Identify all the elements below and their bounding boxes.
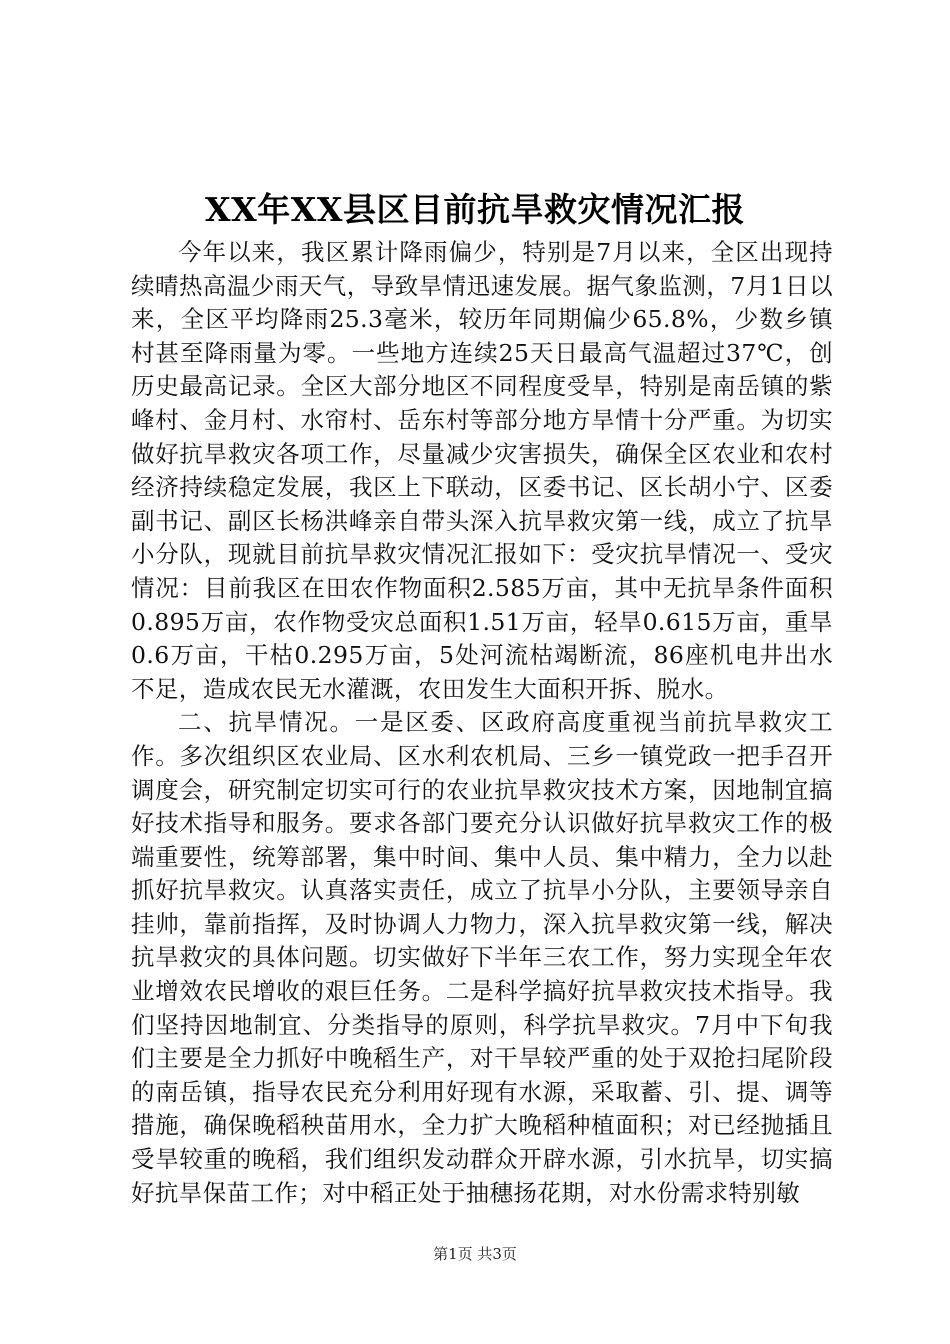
document-title: XX年XX县区目前抗旱救灾情况汇报: [205, 190, 745, 229]
document-body: [131, 236, 833, 1210]
page-footer: 第1页 共3页: [433, 1245, 517, 1263]
paragraph-2: 二、抗旱情况。一是区委、区政府高度重视当前抗旱救灾工作。多次组织区农业局、区水利农机局、三乡一镇党政一把手召开调度会，研究制定切实可行的农业抗旱救灾技术方案，因地制宜搞好技术指导和服务。要求各部门要充分认识做好抗旱救灾工作的极端重要性，统筹部署，集中时间、集中人员、集中精力，全力以赴抓好抗旱救灾。认真落实责任，成立了抗旱小分队，主要领导亲自挂帅，靠前指挥，及时协调人力物力，深入抗旱救灾第一线，解决抗旱救灾的具体问题。切实做好下半年三农工作，努力实现全年农业增效农民增收的艰巨任务。二是科学搞好抗旱救灾技术指导。我们坚持因地制宜、分类指导的原则，科学抗旱救灾。7月中下旬我们主要是全力抓好中晚稻生产，对干旱较严重的处于双抢扫尾阶段的南岳镇，指导农民充分利用好现有水源，采取蓄、引、提、调等措施，确保晚稻秧苗用水，全力扩大晚稻种植面积；对已经抛插且受旱较重的晚稻，我们组织发动群众开辟水源，引水抗旱，切实搞好抗旱保苗工作；对中稻正处于抽穗扬花期，对水份需求特别敏: [131, 708, 833, 1207]
paragraph-1: 今年以来，我区累计降雨偏少，特别是7月以来，全区出现持续晴热高温少雨天气，导致旱情迅速发展。据气象监测，7月1日以来，全区平均降雨25.3毫米，较历年同期偏少65.8%，少数乡镇村甚至降雨量为零。一些地方连续25天日最高气温超过37℃，创历史最高记录。全区大部分地区不同程度受旱，特别是南岳镇的紫峰村、金月村、水帘村、岳东村等部分地方旱情十分严重。为切实做好抗旱救灾各项工作，尽量减少灾害损失，确保全区农业和农村经济持续稳定发展，我区上下联动，区委书记、区长胡小宁、区委副书记、副区长杨洪峰亲自带头深入抗旱救灾第一线，成立了抗旱小分队，现就目前抗旱救灾情况汇报如下：受灾抗旱情况一、受灾情况：目前我区在田农作物面积2.585万亩，其中无抗旱条件面积0.895万亩，农作物受灾总面积1.51万亩，轻旱0.615万亩，重旱0.6万亩，干枯0.295万亩，5处河流枯竭断流，86座机电井出水不足，造成农民无水灌溉，农田发生大面积开拆、脱水。: [131, 238, 833, 703]
